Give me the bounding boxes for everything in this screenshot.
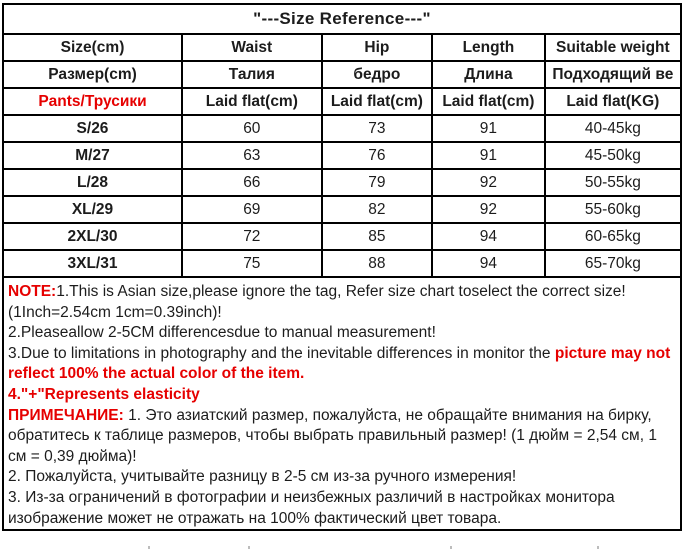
measure-weight: Laid flat(KG) — [545, 88, 681, 115]
cell-size: 2XL/30 — [3, 223, 182, 250]
note-label-ru: ПРИМЕЧАНИЕ: — [8, 406, 124, 424]
cell-weight: 55-60kg — [545, 196, 681, 223]
cell-waist: 66 — [182, 169, 322, 196]
cell-hip: 82 — [322, 196, 433, 223]
measure-pants-label: Pants/Трусики — [3, 88, 182, 115]
header-weight: Suitable weight — [545, 34, 681, 61]
cell-weight: 40-45kg — [545, 115, 681, 142]
notes-section — [2, 278, 682, 531]
header-row-ru — [3, 61, 681, 88]
size-row-3xl31 — [3, 250, 681, 277]
header-weight-ru: Подходящий ве — [545, 61, 681, 88]
header-waist: Waist — [182, 34, 322, 61]
header-waist-ru: Талия — [182, 61, 322, 88]
cell-size: L/28 — [3, 169, 182, 196]
cell-hip: 79 — [322, 169, 433, 196]
cell-length: 94 — [432, 250, 545, 277]
cell-length: 91 — [432, 115, 545, 142]
note-en-2: 2.Pleaseallow 2-5CM differencesdue to manual measurement! — [8, 324, 436, 342]
header-size: Size(cm) — [3, 34, 182, 61]
size-row-2xl30 — [3, 223, 681, 250]
cell-waist: 75 — [182, 250, 322, 277]
measure-hip: Laid flat(cm) — [322, 88, 433, 115]
header-hip: Hip — [322, 34, 433, 61]
size-row-xl29 — [3, 196, 681, 223]
header-length: Length — [432, 34, 545, 61]
cell-size: S/26 — [3, 115, 182, 142]
note-en-1: NOTE:1.This is Asian size,please ignore the tag, Refer size chart toselect the correct size!(1Inch=2.54cm 1cm=0.39inch)! — [8, 283, 626, 321]
cell-hip: 85 — [322, 223, 433, 250]
size-row-m27 — [3, 142, 681, 169]
page-title: "---Size Reference---" — [3, 4, 681, 34]
cell-length: 92 — [432, 196, 545, 223]
cell-size: XL/29 — [3, 196, 182, 223]
measure-length: Laid flat(cm) — [432, 88, 545, 115]
cell-weight: 45-50kg — [545, 142, 681, 169]
cell-waist: 69 — [182, 196, 322, 223]
cell-weight: 65-70kg — [545, 250, 681, 277]
header-row-en — [3, 34, 681, 61]
cell-waist: 72 — [182, 223, 322, 250]
cell-length: 92 — [432, 169, 545, 196]
cell-length: 91 — [432, 142, 545, 169]
header-length-ru: Длина — [432, 61, 545, 88]
cell-size: M/27 — [3, 142, 182, 169]
cell-waist: 63 — [182, 142, 322, 169]
measure-row — [3, 88, 681, 115]
note-en-3: 3.Due to limitations in photography and the inevitable differences in monitor the picture may not reflect 100% the actual color of the item. — [8, 344, 671, 383]
note-en-4: 4."+"Represents elasticity — [8, 385, 200, 403]
size-row-s26 — [3, 115, 681, 142]
cell-hip: 88 — [322, 250, 433, 277]
note-label-en: NOTE: — [8, 283, 57, 300]
size-row-l28 — [3, 169, 681, 196]
cell-size: 3XL/31 — [3, 250, 182, 277]
note-ru-2: 2. Пожалуйста, учитывайте разницу в 2-5 см из-за ручного измерения! — [8, 468, 517, 486]
note-ru-1: ПРИМЕЧАНИЕ: 1. Это азиатский размер, пожалуйста, не обращайте внимания на бирку, обратитесь к таблице размеров, чтобы выбрать правильный размер! (1 дюйм = 2,54 см, 1 см = 0,39 дюйма)! — [8, 406, 657, 465]
cell-waist: 60 — [182, 115, 322, 142]
size-chart-sheet — [2, 3, 682, 531]
size-reference-table — [2, 3, 682, 278]
cell-weight: 50-55kg — [545, 169, 681, 196]
header-size-ru: Размер(cm) — [3, 61, 182, 88]
header-hip-ru: бедро — [322, 61, 433, 88]
cell-weight: 60-65kg — [545, 223, 681, 250]
cell-hip: 73 — [322, 115, 433, 142]
cell-hip: 76 — [322, 142, 433, 169]
note-ru-3: 3. Из-за ограничений в фотографии и неизбежных различий в настройках монитора изображение может не отражать на 100% фактический цвет товара. — [8, 488, 615, 527]
title-row — [3, 4, 681, 34]
measure-waist: Laid flat(cm) — [182, 88, 322, 115]
cell-length: 94 — [432, 223, 545, 250]
